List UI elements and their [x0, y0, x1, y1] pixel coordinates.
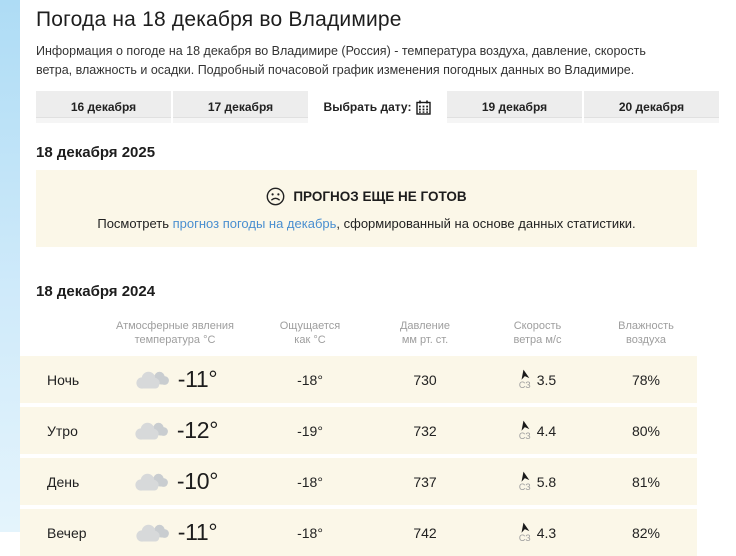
wind-speed-value: 3.5	[536, 371, 557, 388]
time-of-day-label: День	[47, 473, 80, 490]
sad-face-icon	[266, 187, 285, 206]
temperature-value: -12°	[176, 417, 219, 443]
column-header: Ощущается как °С	[279, 320, 341, 346]
main-content	[20, 0, 700, 556]
heading-date-2024: 18 декабря 2024	[36, 283, 156, 300]
calendar-icon[interactable]	[416, 100, 431, 115]
notice-title: ПРОГНОЗ ЕЩЕ НЕ ГОТОВ	[293, 189, 467, 204]
forecast-not-ready-notice	[36, 170, 697, 247]
wind-cell	[480, 471, 595, 492]
column-header: Скорость ветра м/с	[513, 320, 562, 346]
conditions-cell	[100, 417, 250, 444]
time-of-day-label: Ночь	[47, 371, 80, 388]
time-of-day-label: Вечер	[47, 524, 87, 541]
notice-text-before: Посмотреть	[97, 216, 173, 231]
conditions-cell	[100, 519, 250, 546]
tab-label: Выбрать дату:	[323, 100, 412, 114]
december-forecast-link[interactable]: прогноз погоды на декабрь	[172, 216, 337, 231]
feels-like-value: -18°	[297, 524, 323, 541]
wind-speed-value: 4.3	[536, 524, 557, 541]
pressure-value: 742	[413, 524, 437, 541]
table-row	[20, 458, 697, 505]
feels-like-value: -18°	[297, 473, 323, 490]
tab-label: 17 декабря	[207, 100, 274, 114]
overcast-clouds-icon	[133, 521, 170, 544]
weather-table-body	[20, 356, 697, 556]
humidity-value: 78%	[631, 371, 661, 388]
pressure-value: 730	[413, 371, 437, 388]
tab-20-декабря[interactable]	[584, 91, 719, 123]
heading-date-2025: 18 декабря 2025	[36, 144, 156, 161]
table-row	[20, 509, 697, 556]
temperature-value: -11°	[177, 366, 218, 392]
weather-table	[20, 308, 697, 556]
wind-direction-arrow-icon	[519, 369, 530, 380]
overcast-clouds-icon	[132, 419, 169, 442]
column-header: Атмосферные явления температура °С	[115, 320, 234, 346]
conditions-cell	[100, 468, 250, 495]
humidity-value: 82%	[631, 524, 661, 541]
wind-direction-arrow-icon	[519, 420, 530, 431]
wind-speed-value: 5.8	[536, 473, 557, 490]
table-row	[20, 356, 697, 403]
feels-like-value: -18°	[297, 371, 323, 388]
page-description: Информация о погоде на 18 декабря во Владимире (Россия) - температура воздуха, давление, скорость ветра, влажность и осадки. Подробный почасовой график изменения погодных данных во Владимире.	[36, 44, 646, 77]
humidity-value: 80%	[631, 422, 661, 439]
pressure-value: 737	[413, 473, 437, 490]
wind-cell	[480, 369, 595, 390]
wind-direction-label: СЗ	[518, 533, 531, 543]
feels-like-value: -19°	[297, 422, 323, 439]
wind-cell	[480, 522, 595, 543]
wind-cell	[480, 420, 595, 441]
tab-16-декабря[interactable]	[36, 91, 171, 123]
page-background-strip	[0, 0, 20, 532]
temperature-value: -11°	[177, 519, 218, 545]
wind-direction-arrow-icon	[519, 522, 530, 533]
column-header: Давление мм рт. ст.	[399, 320, 451, 346]
humidity-value: 81%	[631, 473, 661, 490]
tab-select-date[interactable]	[310, 91, 445, 123]
weather-table-header	[20, 308, 697, 356]
wind-speed-value: 4.4	[536, 422, 557, 439]
tab-label: 20 декабря	[618, 100, 685, 114]
tab-19-декабря[interactable]	[447, 91, 582, 123]
table-row	[20, 407, 697, 454]
conditions-cell	[100, 366, 250, 393]
overcast-clouds-icon	[132, 470, 169, 493]
time-of-day-label: Утро	[47, 422, 78, 439]
date-tabs	[36, 91, 736, 123]
wind-direction-label: СЗ	[518, 482, 531, 492]
notice-text	[46, 216, 687, 231]
wind-direction-label: СЗ	[518, 431, 531, 441]
overcast-clouds-icon	[133, 368, 170, 391]
notice-text-after: , сформированный на основе данных статистики.	[336, 216, 636, 231]
wind-direction-arrow-icon	[519, 471, 530, 482]
tab-label: 16 декабря	[70, 100, 137, 114]
tab-label: 19 декабря	[481, 100, 548, 114]
temperature-value: -10°	[176, 468, 219, 494]
page-title: Погода на 18 декабря во Владимире	[36, 8, 402, 31]
tab-17-декабря[interactable]	[173, 91, 308, 123]
column-header: Влажность воздуха	[618, 320, 674, 346]
pressure-value: 732	[413, 422, 437, 439]
wind-direction-label: СЗ	[518, 380, 531, 390]
header-spacer	[20, 319, 100, 347]
